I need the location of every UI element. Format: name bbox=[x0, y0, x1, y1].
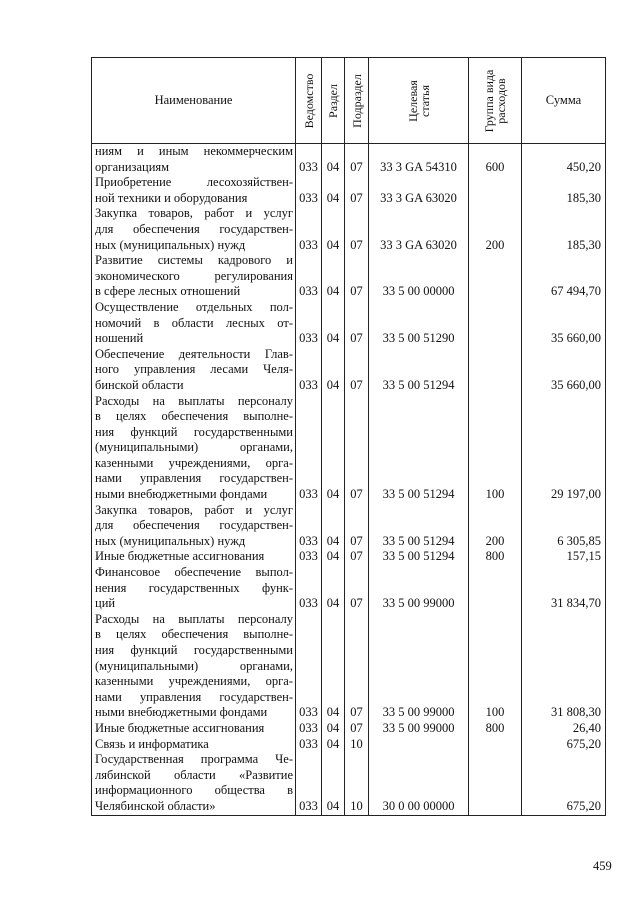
row-summa: 675,20 bbox=[522, 737, 606, 753]
row-name-line: Обеспечение деятельности Глав- bbox=[95, 346, 293, 361]
table-row bbox=[92, 253, 606, 300]
row-gruppa: 600 bbox=[469, 144, 522, 176]
row-name-line: в сфере лесных отношений bbox=[95, 284, 241, 299]
table-row bbox=[92, 144, 606, 176]
row-celevaya: 33 3 GA 54310 bbox=[369, 144, 469, 176]
row-name-line: ношений bbox=[95, 331, 144, 346]
row-name-line: ных (муниципальных) нужд bbox=[95, 533, 246, 548]
row-celevaya: 33 3 GA 63020 bbox=[369, 175, 469, 206]
row-name-line: казенными учреждениями, орга- bbox=[95, 455, 293, 470]
row-celevaya: 30 0 00 00000 bbox=[369, 752, 469, 815]
row-razdel: 04 bbox=[322, 206, 345, 253]
row-name-line: ной техники и оборудования bbox=[95, 190, 248, 205]
row-name bbox=[92, 721, 296, 737]
header-podrazdel-label: Подраздел bbox=[349, 73, 364, 128]
row-podrazdel: 07 bbox=[345, 206, 369, 253]
row-name-line: Закупка товаров, работ и услуг bbox=[95, 206, 293, 221]
row-name bbox=[92, 394, 296, 503]
row-vedomstvo: 033 bbox=[296, 347, 322, 394]
row-podrazdel: 07 bbox=[345, 347, 369, 394]
row-razdel: 04 bbox=[322, 503, 345, 550]
header-celevaya bbox=[369, 58, 469, 144]
row-vedomstvo: 033 bbox=[296, 565, 322, 612]
row-podrazdel: 07 bbox=[345, 549, 369, 565]
row-vedomstvo: 033 bbox=[296, 549, 322, 565]
row-gruppa: 800 bbox=[469, 721, 522, 737]
row-name-line: Государственная программа Че- bbox=[95, 752, 293, 767]
row-name-line: в целях обеспечения выполне- bbox=[95, 409, 293, 424]
row-summa: 29 197,00 bbox=[522, 394, 606, 503]
row-name-line: Развитие системы кадрового и bbox=[95, 253, 293, 268]
row-celevaya: 33 5 00 00000 bbox=[369, 253, 469, 300]
table-row bbox=[92, 347, 606, 394]
row-summa: 35 660,00 bbox=[522, 347, 606, 394]
row-name bbox=[92, 612, 296, 721]
row-vedomstvo: 033 bbox=[296, 612, 322, 721]
row-razdel: 04 bbox=[322, 752, 345, 815]
row-name-line: ций bbox=[95, 596, 116, 611]
row-name-line: Расходы на выплаты персоналу bbox=[95, 611, 293, 626]
row-name-line: Закупка товаров, работ и услуг bbox=[95, 502, 293, 517]
table-header-row bbox=[92, 58, 606, 144]
table-body bbox=[92, 144, 606, 816]
row-gruppa: 100 bbox=[469, 612, 522, 721]
row-razdel: 04 bbox=[322, 612, 345, 721]
row-name-line: Иные бюджетные ассигнования bbox=[95, 549, 265, 564]
row-gruppa bbox=[469, 253, 522, 300]
table-row bbox=[92, 549, 606, 565]
row-razdel: 04 bbox=[322, 144, 345, 176]
row-summa: 157,15 bbox=[522, 549, 606, 565]
table-row bbox=[92, 300, 606, 347]
row-name bbox=[92, 503, 296, 550]
row-celevaya: 33 5 00 99000 bbox=[369, 565, 469, 612]
row-celevaya: 33 5 00 51294 bbox=[369, 394, 469, 503]
row-name-line: бинской области bbox=[95, 377, 184, 392]
table-row bbox=[92, 565, 606, 612]
row-celevaya: 33 5 00 51294 bbox=[369, 549, 469, 565]
row-name-line: Расходы на выплаты персоналу bbox=[95, 393, 293, 408]
row-name bbox=[92, 752, 296, 815]
row-name-line: (муниципальными) органами, bbox=[95, 440, 293, 455]
row-summa: 675,20 bbox=[522, 752, 606, 815]
row-summa: 31 834,70 bbox=[522, 565, 606, 612]
row-name-line: информационного общества в bbox=[95, 783, 293, 798]
row-celevaya: 33 5 00 99000 bbox=[369, 721, 469, 737]
row-gruppa bbox=[469, 565, 522, 612]
row-vedomstvo: 033 bbox=[296, 752, 322, 815]
row-razdel: 04 bbox=[322, 175, 345, 206]
budget-table bbox=[91, 57, 606, 816]
row-razdel: 04 bbox=[322, 300, 345, 347]
header-name: Наименование bbox=[92, 58, 296, 144]
row-summa: 31 808,30 bbox=[522, 612, 606, 721]
row-vedomstvo: 033 bbox=[296, 300, 322, 347]
row-name-line: ния функций государственными bbox=[95, 643, 293, 657]
row-podrazdel: 07 bbox=[345, 612, 369, 721]
row-razdel: 04 bbox=[322, 737, 345, 753]
row-podrazdel: 07 bbox=[345, 565, 369, 612]
row-vedomstvo: 033 bbox=[296, 721, 322, 737]
row-vedomstvo: 033 bbox=[296, 503, 322, 550]
table-row bbox=[92, 503, 606, 550]
row-name bbox=[92, 175, 296, 206]
header-gruppa-label bbox=[483, 69, 507, 132]
row-vedomstvo: 033 bbox=[296, 206, 322, 253]
row-name-line: Иные бюджетные ассигнования bbox=[95, 720, 265, 735]
row-summa: 67 494,70 bbox=[522, 253, 606, 300]
row-vedomstvo: 033 bbox=[296, 394, 322, 503]
row-name-line: в целях обеспечения выполне- bbox=[95, 627, 293, 642]
row-name-line: ниям и иным некоммерческим bbox=[95, 144, 293, 158]
header-podrazdel bbox=[345, 58, 369, 144]
header-gruppa-line: расходов bbox=[494, 77, 508, 124]
row-name-line: Финансовое обеспечение выпол- bbox=[95, 565, 293, 580]
row-razdel: 04 bbox=[322, 565, 345, 612]
row-gruppa bbox=[469, 300, 522, 347]
row-gruppa bbox=[469, 175, 522, 206]
page-number: 459 bbox=[593, 859, 612, 873]
row-celevaya: 33 5 00 51294 bbox=[369, 347, 469, 394]
row-name bbox=[92, 549, 296, 565]
row-podrazdel: 07 bbox=[345, 300, 369, 347]
row-name-line: организациям bbox=[95, 159, 170, 174]
header-vedomstvo bbox=[296, 58, 322, 144]
row-celevaya bbox=[369, 737, 469, 753]
row-razdel: 04 bbox=[322, 394, 345, 503]
row-name-line: ных (муниципальных) нужд bbox=[95, 237, 246, 252]
row-podrazdel: 07 bbox=[345, 253, 369, 300]
row-name-line: (муниципальными) органами, bbox=[95, 658, 293, 673]
row-vedomstvo: 033 bbox=[296, 175, 322, 206]
row-summa: 185,30 bbox=[522, 206, 606, 253]
row-gruppa bbox=[469, 737, 522, 753]
row-name bbox=[92, 300, 296, 347]
row-name-line: ного управления лесами Челя- bbox=[95, 362, 293, 377]
row-razdel: 04 bbox=[322, 721, 345, 737]
row-summa: 26,40 bbox=[522, 721, 606, 737]
header-gruppa bbox=[469, 58, 522, 144]
row-razdel: 04 bbox=[322, 347, 345, 394]
row-gruppa: 800 bbox=[469, 549, 522, 565]
row-name-line: ния функций государственными bbox=[95, 424, 293, 439]
row-name bbox=[92, 565, 296, 612]
header-gruppa-line: Группа вида bbox=[482, 69, 496, 132]
row-name-line: ными внебюджетными фондами bbox=[95, 705, 268, 720]
table-row bbox=[92, 752, 606, 815]
header-summa: Сумма bbox=[522, 58, 606, 144]
row-name-line: казенными учреждениями, орга- bbox=[95, 674, 293, 689]
table-row bbox=[92, 721, 606, 737]
row-summa: 35 660,00 bbox=[522, 300, 606, 347]
row-razdel: 04 bbox=[322, 253, 345, 300]
row-name bbox=[92, 144, 296, 176]
row-name-line: номочий в области лесных от- bbox=[95, 315, 293, 330]
row-name bbox=[92, 347, 296, 394]
header-celevaya-line: статья bbox=[417, 84, 432, 117]
row-podrazdel: 07 bbox=[345, 394, 369, 503]
row-podrazdel: 10 bbox=[345, 752, 369, 815]
row-name-line: Осуществление отдельных пол- bbox=[95, 299, 293, 314]
row-podrazdel: 10 bbox=[345, 737, 369, 753]
row-celevaya: 33 3 GA 63020 bbox=[369, 206, 469, 253]
row-name bbox=[92, 206, 296, 253]
header-razdel-label: Раздел bbox=[326, 83, 340, 118]
row-summa: 6 305,85 bbox=[522, 503, 606, 550]
table-row bbox=[92, 612, 606, 721]
header-celevaya-label bbox=[407, 80, 431, 122]
row-name bbox=[92, 253, 296, 300]
row-gruppa: 200 bbox=[469, 206, 522, 253]
row-summa: 450,20 bbox=[522, 144, 606, 176]
table-row bbox=[92, 737, 606, 753]
row-name-line: Связь и информатика bbox=[95, 736, 209, 751]
row-razdel: 04 bbox=[322, 549, 345, 565]
row-celevaya: 33 5 00 51290 bbox=[369, 300, 469, 347]
table-row bbox=[92, 394, 606, 503]
row-name-line: лябинской области «Развитие bbox=[95, 767, 293, 782]
row-name-line: для обеспечения государствен- bbox=[95, 221, 293, 236]
table-row bbox=[92, 175, 606, 206]
row-name-line: нами управления государствен- bbox=[95, 471, 293, 486]
table-row bbox=[92, 206, 606, 253]
row-celevaya: 33 5 00 99000 bbox=[369, 612, 469, 721]
row-podrazdel: 07 bbox=[345, 721, 369, 737]
row-vedomstvo: 033 bbox=[296, 737, 322, 753]
header-razdel bbox=[322, 58, 345, 144]
row-podrazdel: 07 bbox=[345, 175, 369, 206]
row-summa: 185,30 bbox=[522, 175, 606, 206]
row-name-line: нами управления государствен- bbox=[95, 689, 293, 704]
row-gruppa: 200 bbox=[469, 503, 522, 550]
row-name-line: для обеспечения государствен- bbox=[95, 518, 293, 533]
row-name-line: Приобретение лесохозяйствен- bbox=[95, 175, 293, 190]
row-gruppa bbox=[469, 752, 522, 815]
row-podrazdel: 07 bbox=[345, 503, 369, 550]
header-celevaya-line: Целевая bbox=[405, 79, 420, 122]
row-name-line: нения государственных функ- bbox=[95, 580, 293, 595]
row-name-line: ными внебюджетными фондами bbox=[95, 487, 268, 502]
row-gruppa bbox=[469, 347, 522, 394]
row-name-line: экономического регулирования bbox=[95, 268, 293, 283]
header-vedomstvo-label: Ведомство bbox=[301, 73, 316, 128]
row-gruppa: 100 bbox=[469, 394, 522, 503]
row-podrazdel: 07 bbox=[345, 144, 369, 176]
row-vedomstvo: 033 bbox=[296, 144, 322, 176]
row-vedomstvo: 033 bbox=[296, 253, 322, 300]
row-celevaya: 33 5 00 51294 bbox=[369, 503, 469, 550]
row-name-line: Челябинской области» bbox=[95, 798, 216, 813]
row-name bbox=[92, 737, 296, 753]
